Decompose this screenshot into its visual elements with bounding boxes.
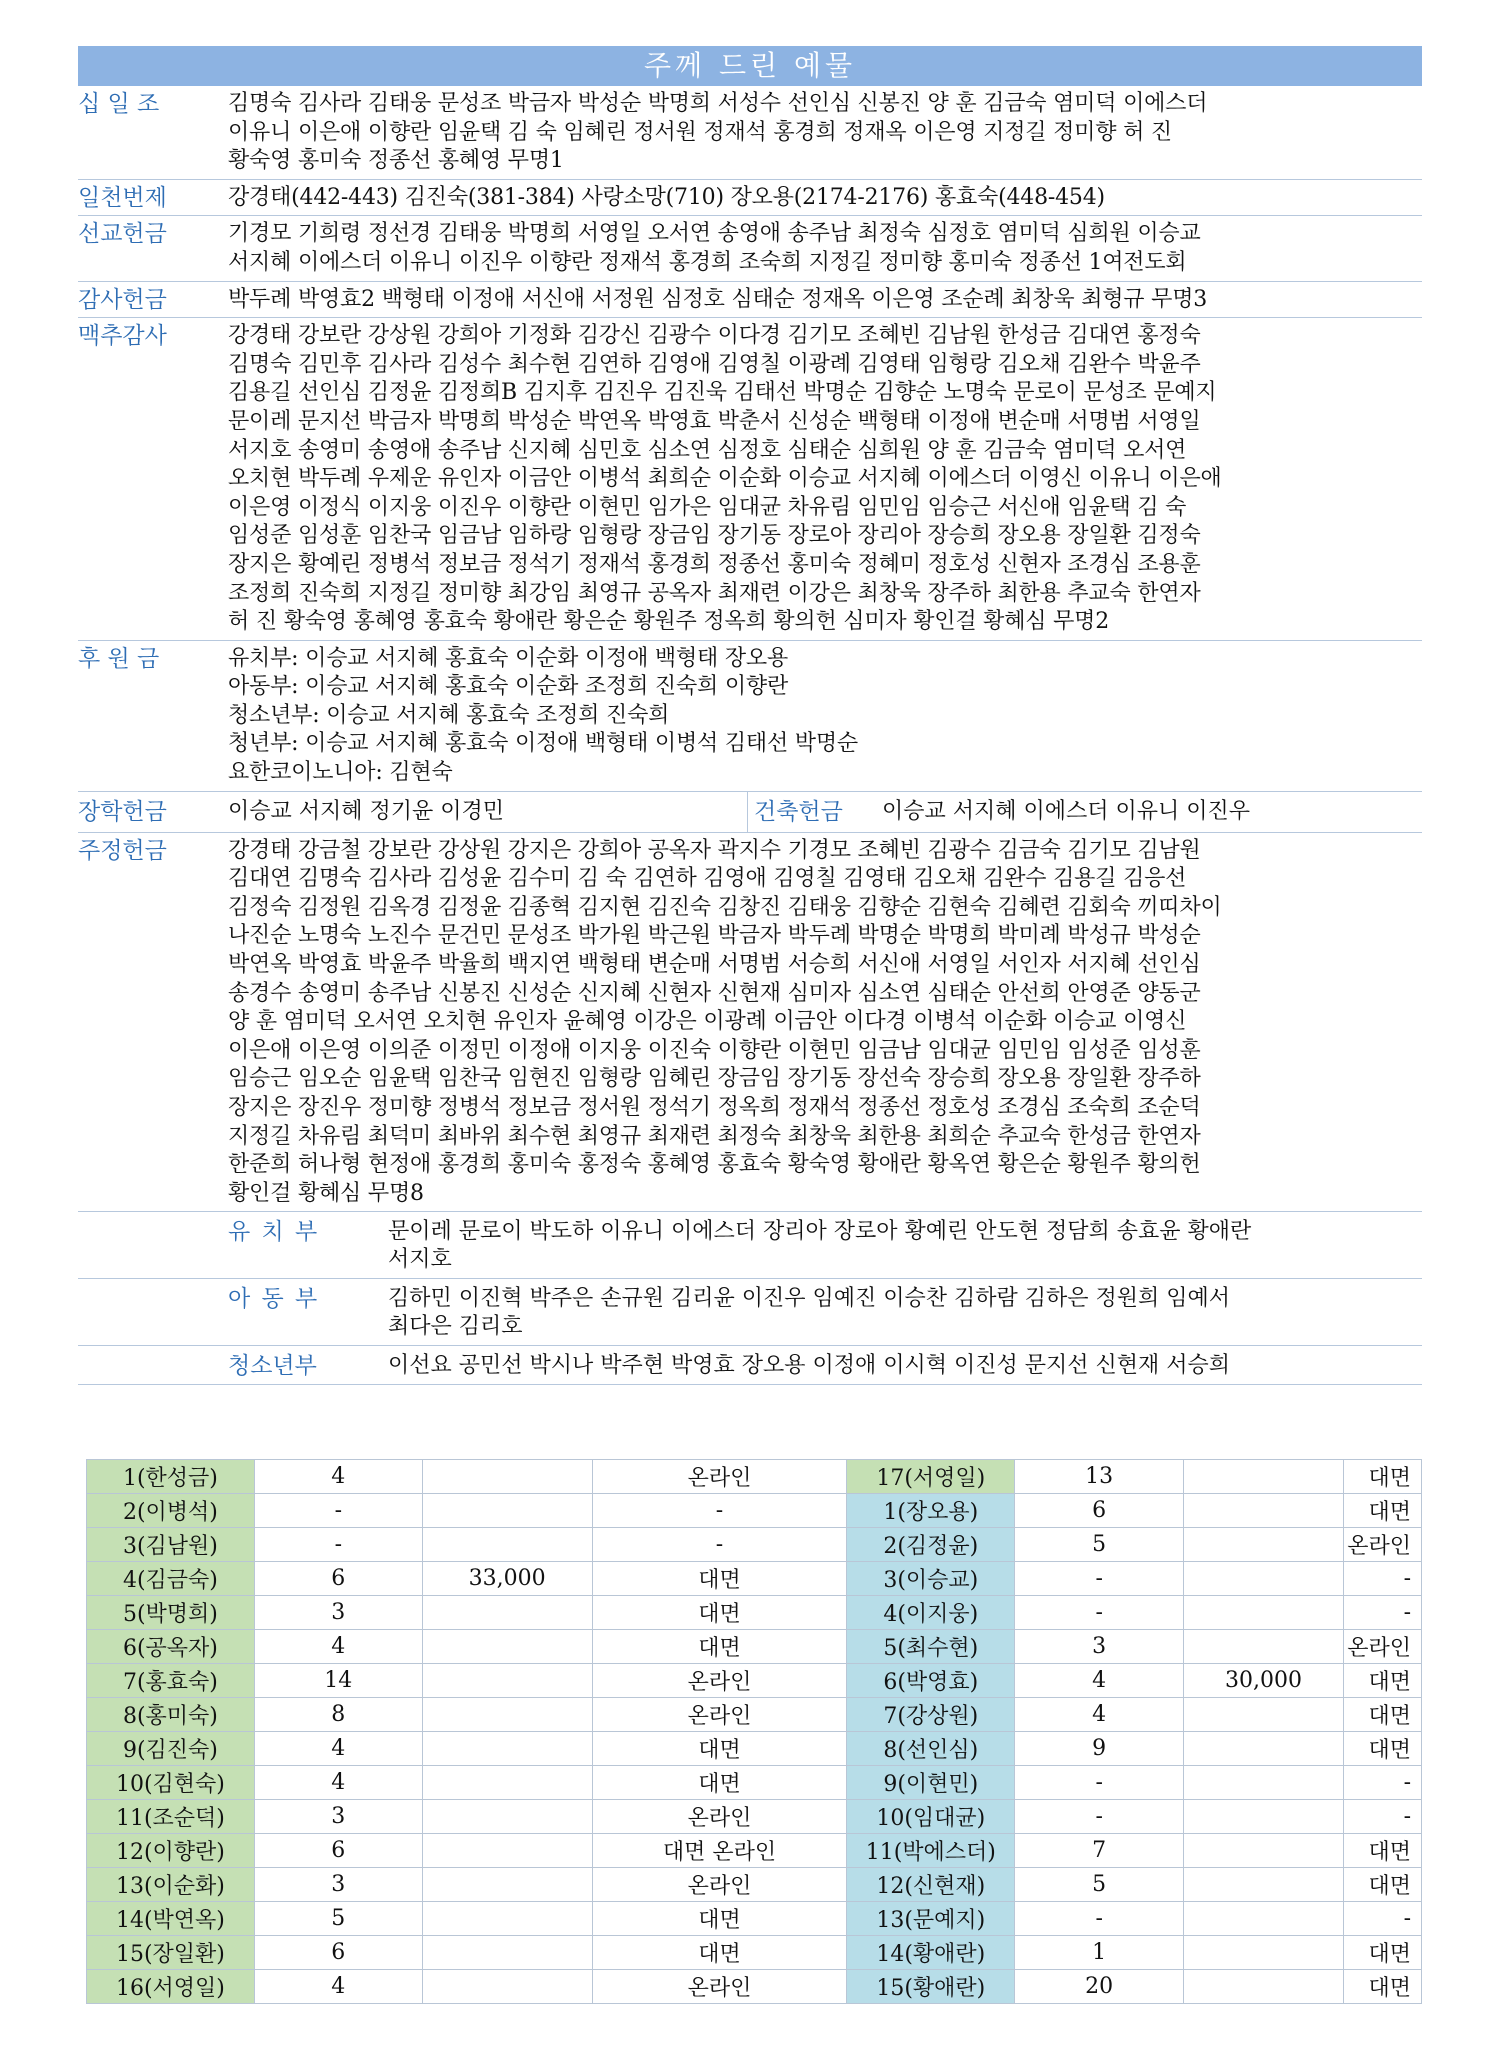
group-left-name: 14(박연옥) (87, 1902, 255, 1936)
group-right-name: 9(이현민) (847, 1766, 1015, 1800)
group-left-name: 8(홍미숙) (87, 1698, 255, 1732)
section-label-regular: 주정헌금 (78, 837, 167, 864)
group-left-mode: 대면 온라인 (592, 1834, 847, 1868)
page-title: 주께 드린 예물 (78, 46, 1422, 86)
section-label-scholarship: 장학헌금 (78, 798, 167, 825)
section-thanks (78, 282, 1422, 319)
group-left-name: 16(서영일) (87, 1970, 255, 2004)
table-row (87, 1528, 1422, 1562)
section-names-support: 유치부: 이승교 서지혜 홍효숙 이순화 이정애 백형태 장오용 아동부: 이승교 서지혜 홍효숙 이순화 조정희 진숙희 이향란 청소년부: 이승교 서지혜 홍효숙 조정희 진숙희 청년부: 이승교 서지혜 홍효숙 이정애 백형태 이병석 김태선 박명순 요한코이노니아: 김현숙 (228, 645, 858, 786)
subsection-label-children: 아 동 부 (228, 1286, 320, 1313)
group-left-mode: 대면 (592, 1936, 847, 1970)
group-left-mode: 온라인 (592, 1868, 847, 1902)
section-names-building: 이승교 서지혜 이에스더 이유니 이진우 (882, 798, 1251, 824)
table-row (87, 1970, 1422, 2004)
subsection-kindergarten (78, 1211, 1422, 1278)
group-right-count: 4 (1015, 1664, 1184, 1698)
subsection-youth (78, 1345, 1422, 1385)
group-left-mode: 온라인 (592, 1664, 847, 1698)
group-left-mode: 대면 (592, 1902, 847, 1936)
group-left-amount (422, 1596, 592, 1630)
subsection-names-children: 김하민 이진혁 박주은 손규원 김리윤 이진우 임예진 이승찬 김하람 김하은 정원희 임예서 최다은 김리호 (388, 1286, 1230, 1340)
group-left-count: 3 (254, 1800, 422, 1834)
section-names-mission: 기경모 기희령 정선경 김태웅 박명희 서영일 오서연 송영애 송주남 최정숙 심정호 염미덕 심희원 이승교 서지혜 이에스더 이유니 이진우 이향란 정재석 홍경희 조숙희 지정길 정미향 홍미숙 정종선 1여전도회 (228, 221, 1201, 275)
table-row (87, 1562, 1422, 1596)
group-left-name: 9(김진숙) (87, 1732, 255, 1766)
group-left-count: 3 (254, 1868, 422, 1902)
group-right-name: 6(박영효) (847, 1664, 1015, 1698)
group-left-name: 10(김현숙) (87, 1766, 255, 1800)
group-right-mode: - (1343, 1766, 1421, 1800)
group-right-mode: 대면 (1343, 1664, 1421, 1698)
group-right-mode: 대면 (1343, 1732, 1421, 1766)
group-right-name: 5(최수현) (847, 1630, 1015, 1664)
section-tithe (78, 86, 1422, 180)
group-right-name: 13(문예지) (847, 1902, 1015, 1936)
table-row (87, 1902, 1422, 1936)
group-right-name: 17(서영일) (847, 1460, 1015, 1494)
group-left-mode: 대면 (592, 1630, 847, 1664)
group-right-amount (1184, 1868, 1344, 1902)
group-left-name: 3(김남원) (87, 1528, 255, 1562)
group-left-amount (422, 1460, 592, 1494)
offering-page (78, 46, 1422, 1385)
subsection-label-youth: 청소년부 (228, 1353, 317, 1380)
group-right-amount (1184, 1936, 1344, 1970)
section-building (748, 792, 1422, 832)
group-right-count: - (1015, 1800, 1184, 1834)
group-left-amount (422, 1494, 592, 1528)
group-right-count: 20 (1015, 1970, 1184, 2004)
group-right-count: 4 (1015, 1698, 1184, 1732)
group-right-amount (1184, 1800, 1344, 1834)
group-left-name: 5(박명희) (87, 1596, 255, 1630)
subsection-names-youth: 이선요 공민선 박시나 박주현 박영효 장오용 이정애 이시혁 이진성 문지선 신현재 서승희 (388, 1353, 1230, 1379)
group-left-amount (422, 1868, 592, 1902)
section-label-wheat-harvest: 맥추감사 (78, 323, 167, 350)
group-right-count: 5 (1015, 1528, 1184, 1562)
table-row (87, 1596, 1422, 1630)
group-right-amount (1184, 1970, 1344, 2004)
section-names-thousand-offering: 강경태(442-443) 김진숙(381-384) 사랑소망(710) 장오용(2174-2176) 홍효숙(448-454) (228, 184, 1105, 210)
group-left-amount (422, 1766, 592, 1800)
group-left-count: 4 (254, 1970, 422, 2004)
table-row (87, 1630, 1422, 1664)
section-mission (78, 216, 1422, 281)
group-left-mode: 대면 (592, 1596, 847, 1630)
group-left-name: 2(이병석) (87, 1494, 255, 1528)
group-right-count: - (1015, 1596, 1184, 1630)
group-left-mode: - (592, 1494, 847, 1528)
group-left-mode: 온라인 (592, 1460, 847, 1494)
group-right-name: 4(이지웅) (847, 1596, 1015, 1630)
group-left-amount (422, 1970, 592, 2004)
section-names-regular: 강경태 강금철 강보란 강상원 강지은 강희아 공옥자 곽지수 기경모 조혜빈 김광수 김금숙 김기모 김남원 김대연 김명숙 김사라 김성윤 김수미 김 숙 김연하 김영애 김영칠 김영태 김오채 김완수 김용길 김응선 김정숙 김정원 김옥경 김정윤 김종혁 김지현 김진숙 김창진 김태웅 김향순 김현숙 김혜련 김회숙 끼띠차이 나진순 노명숙 노진수 문건민 문성조 박가원 박근원 박금자 박두례 박명순 박명희 박미례 박성규 박성순 박연옥 박영효 박윤주 박율희 백지연 백형태 변순매 서명범 서승희 서신애 서영일 서인자 서지혜 선인심 송경수 송영미 송주남 신봉진 신성순 신지혜 신현자 신현재 심미자 심소연 심태순 안선희 안영준 양동군 양 훈 염미덕 오서연 오치현 유인자 윤혜영 이강은 이광례 이금안 이다경 이병석 이순화 이승교 이영신 이은애 이은영 이의준 이정민 이정애 이지웅 이진숙 이향란 이현민 임금남 임대균 임민임 임성준 임성훈 임승근 임오순 임윤택 임찬국 임현진 임형랑 임혜린 장금임 장기동 장선숙 장승희 장오용 장일환 장주하 장지은 장진우 정미향 정병석 정보금 정서원 정석기 정옥희 정재석 정종선 정호성 조경심 조숙희 조순덕 지정길 차유림 최덕미 최바위 최수현 최영규 최재련 최정숙 최창욱 최한용 최희순 추교숙 한성금 한연자 한준희 허나형 현정애 홍경희 홍미숙 홍정숙 홍혜영 홍효숙 황숙영 황애란 황옥연 황은순 황원주 황의헌 황인걸 황혜심 무명8 (228, 837, 1222, 1206)
section-label-tithe: 십 일 조 (78, 91, 160, 117)
group-left-amount (422, 1834, 592, 1868)
group-right-count: 5 (1015, 1868, 1184, 1902)
section-support (78, 641, 1422, 792)
group-left-mode: 온라인 (592, 1698, 847, 1732)
group-left-count: - (254, 1528, 422, 1562)
group-right-mode: - (1343, 1800, 1421, 1834)
group-left-count: 4 (254, 1630, 422, 1664)
table-row (87, 1834, 1422, 1868)
group-left-count: - (254, 1494, 422, 1528)
table-row (87, 1460, 1422, 1494)
group-right-amount: 30,000 (1184, 1664, 1344, 1698)
group-left-mode: 대면 (592, 1732, 847, 1766)
group-right-count: - (1015, 1766, 1184, 1800)
group-left-name: 11(조순덕) (87, 1800, 255, 1834)
group-left-mode: 온라인 (592, 1970, 847, 2004)
group-left-count: 6 (254, 1562, 422, 1596)
group-left-mode: 대면 (592, 1562, 847, 1596)
section-regular (78, 833, 1422, 1212)
subsection-names-kindergarten: 문이레 문로이 박도하 이유니 이에스더 장리아 장로아 황예린 안도현 정담희 송효윤 황애란 서지호 (388, 1219, 1252, 1273)
group-right-count: 9 (1015, 1732, 1184, 1766)
group-left-amount (422, 1664, 592, 1698)
group-left-count: 6 (254, 1936, 422, 1970)
group-left-amount: 33,000 (422, 1562, 592, 1596)
subsection-label-kindergarten: 유 치 부 (228, 1219, 320, 1246)
section-names-thanks: 박두례 박영효2 백형태 이정애 서신애 서정원 심정호 심태순 정재옥 이은영 조순례 최창욱 최형규 무명3 (228, 286, 1208, 312)
group-left-name: 15(장일환) (87, 1936, 255, 1970)
group-right-mode: - (1343, 1562, 1421, 1596)
group-right-amount (1184, 1460, 1344, 1494)
group-left-count: 6 (254, 1834, 422, 1868)
section-label-thousand-offering: 일천번제 (78, 184, 167, 211)
group-left-amount (422, 1936, 592, 1970)
group-right-name: 12(신현재) (847, 1868, 1015, 1902)
group-left-name: 13(이순화) (87, 1868, 255, 1902)
group-left-amount (422, 1800, 592, 1834)
group-right-amount (1184, 1698, 1344, 1732)
section-label-building: 건축헌금 (754, 798, 843, 825)
group-right-amount (1184, 1732, 1344, 1766)
section-scholarship-building (78, 792, 1422, 833)
group-right-mode: 대면 (1343, 1868, 1421, 1902)
group-right-amount (1184, 1630, 1344, 1664)
group-left-mode: 대면 (592, 1766, 847, 1800)
group-left-name: 6(공옥자) (87, 1630, 255, 1664)
group-left-amount (422, 1732, 592, 1766)
group-left-name: 7(홍효숙) (87, 1664, 255, 1698)
group-left-mode: 온라인 (592, 1800, 847, 1834)
attendance-table (86, 1459, 1422, 2004)
group-right-amount (1184, 1528, 1344, 1562)
group-right-name: 10(임대균) (847, 1800, 1015, 1834)
group-left-count: 3 (254, 1596, 422, 1630)
group-right-name: 3(이승교) (847, 1562, 1015, 1596)
section-names-scholarship: 이승교 서지혜 정기윤 이경민 (228, 798, 505, 824)
group-left-mode: - (592, 1528, 847, 1562)
group-right-count: 6 (1015, 1494, 1184, 1528)
group-right-mode: 온라인 (1343, 1528, 1421, 1562)
group-left-amount (422, 1698, 592, 1732)
group-right-count: 13 (1015, 1460, 1184, 1494)
group-left-count: 4 (254, 1732, 422, 1766)
group-right-mode: 대면 (1343, 1460, 1421, 1494)
group-right-count: - (1015, 1902, 1184, 1936)
group-right-name: 2(김정윤) (847, 1528, 1015, 1562)
group-right-name: 11(박에스더) (847, 1834, 1015, 1868)
group-right-amount (1184, 1766, 1344, 1800)
group-left-amount (422, 1902, 592, 1936)
section-thousand-offering (78, 180, 1422, 217)
table-row (87, 1800, 1422, 1834)
section-label-support: 후 원 금 (78, 645, 160, 672)
table-row (87, 1766, 1422, 1800)
group-left-name: 1(한성금) (87, 1460, 255, 1494)
group-right-amount (1184, 1596, 1344, 1630)
group-right-mode: 대면 (1343, 1936, 1421, 1970)
section-scholarship (78, 792, 748, 832)
group-left-count: 4 (254, 1460, 422, 1494)
group-left-name: 12(이향란) (87, 1834, 255, 1868)
section-names-tithe: 김명숙 김사라 김태웅 문성조 박금자 박성순 박명희 서성수 선인심 신봉진 양 훈 김금숙 염미덕 이에스더 이유니 이은애 이향란 임윤택 김 숙 임혜린 정서원 정재석 홍경희 정재옥 이은영 지정길 정미향 허 진 황숙영 홍미숙 정종선 홍혜영 무명1 (228, 91, 1208, 174)
table-row (87, 1868, 1422, 1902)
section-names-wheat-harvest: 강경태 강보란 강상원 강희아 기정화 김강신 김광수 이다경 김기모 조혜빈 김남원 한성금 김대연 홍정숙 김명숙 김민후 김사라 김성수 최수현 김연하 김영애 김영칠 이광례 김영태 임형랑 김오채 김완수 박윤주 김용길 선인심 김정윤 김정희B 김지후 김진우 김진욱 김태선 박명순 김향순 노명숙 문로이 문성조 문예지 문이레 문지선 박금자 박명희 박성순 박연옥 박영효 박춘서 신성순 백형태 이정애 변순매 서명범 서영일 서지호 송영미 송영애 송주남 신지혜 심민호 심소연 심정호 심태순 심희원 양 훈 김금숙 염미덕 오서연 오치현 박두례 우제운 유인자 이금안 이병석 최희순 이순화 이승교 서지혜 이에스더 이영신 이유니 이은애 이은영 이정식 이지웅 이진우 이향란 이현민 임가은 임대균 차유림 임민임 임승근 서신애 임윤택 김 숙 임성준 임성훈 임찬국 임금남 임하랑 임형랑 장금임 장기동 장로아 장리아 장승희 장오용 장일환 김정숙 장지은 황예린 정병석 정보금 정석기 정재석 홍경희 정종선 홍미숙 정혜미 정호성 신현자 조경심 조용훈 조정희 진숙희 지정길 정미향 최강임 최영규 공옥자 최재련 이강은 최창욱 장주하 최한용 추교숙 한연자 허 진 황숙영 홍혜영 홍효숙 황애란 황은순 황원주 정옥희 황의헌 심미자 황인걸 황혜심 무명2 (228, 323, 1222, 635)
group-right-mode: 대면 (1343, 1970, 1421, 2004)
table-row (87, 1732, 1422, 1766)
group-right-name: 14(황애란) (847, 1936, 1015, 1970)
group-right-mode: 대면 (1343, 1834, 1421, 1868)
group-left-amount (422, 1528, 592, 1562)
table-row (87, 1494, 1422, 1528)
group-right-count: 1 (1015, 1936, 1184, 1970)
table-row (87, 1664, 1422, 1698)
section-wheat-harvest (78, 318, 1422, 641)
group-right-amount (1184, 1902, 1344, 1936)
group-right-name: 8(선인심) (847, 1732, 1015, 1766)
group-left-amount (422, 1630, 592, 1664)
group-right-mode: 대면 (1343, 1494, 1421, 1528)
group-right-name: 15(황애란) (847, 1970, 1015, 2004)
section-label-thanks: 감사헌금 (78, 286, 167, 313)
group-left-count: 14 (254, 1664, 422, 1698)
group-right-name: 1(장오용) (847, 1494, 1015, 1528)
table-row (87, 1936, 1422, 1970)
section-label-mission: 선교헌금 (78, 221, 167, 248)
group-right-amount (1184, 1562, 1344, 1596)
group-left-count: 5 (254, 1902, 422, 1936)
table-row (87, 1698, 1422, 1732)
group-right-name: 7(강상원) (847, 1698, 1015, 1732)
group-right-mode: 대면 (1343, 1698, 1421, 1732)
group-right-amount (1184, 1494, 1344, 1528)
group-right-mode: 온라인 (1343, 1630, 1421, 1664)
group-right-mode: - (1343, 1902, 1421, 1936)
subsection-children (78, 1278, 1422, 1345)
group-left-count: 8 (254, 1698, 422, 1732)
group-left-name: 4(김금숙) (87, 1562, 255, 1596)
group-right-count: 3 (1015, 1630, 1184, 1664)
group-right-mode: - (1343, 1596, 1421, 1630)
group-right-amount (1184, 1834, 1344, 1868)
group-left-count: 4 (254, 1766, 422, 1800)
group-right-count: - (1015, 1562, 1184, 1596)
group-right-count: 7 (1015, 1834, 1184, 1868)
